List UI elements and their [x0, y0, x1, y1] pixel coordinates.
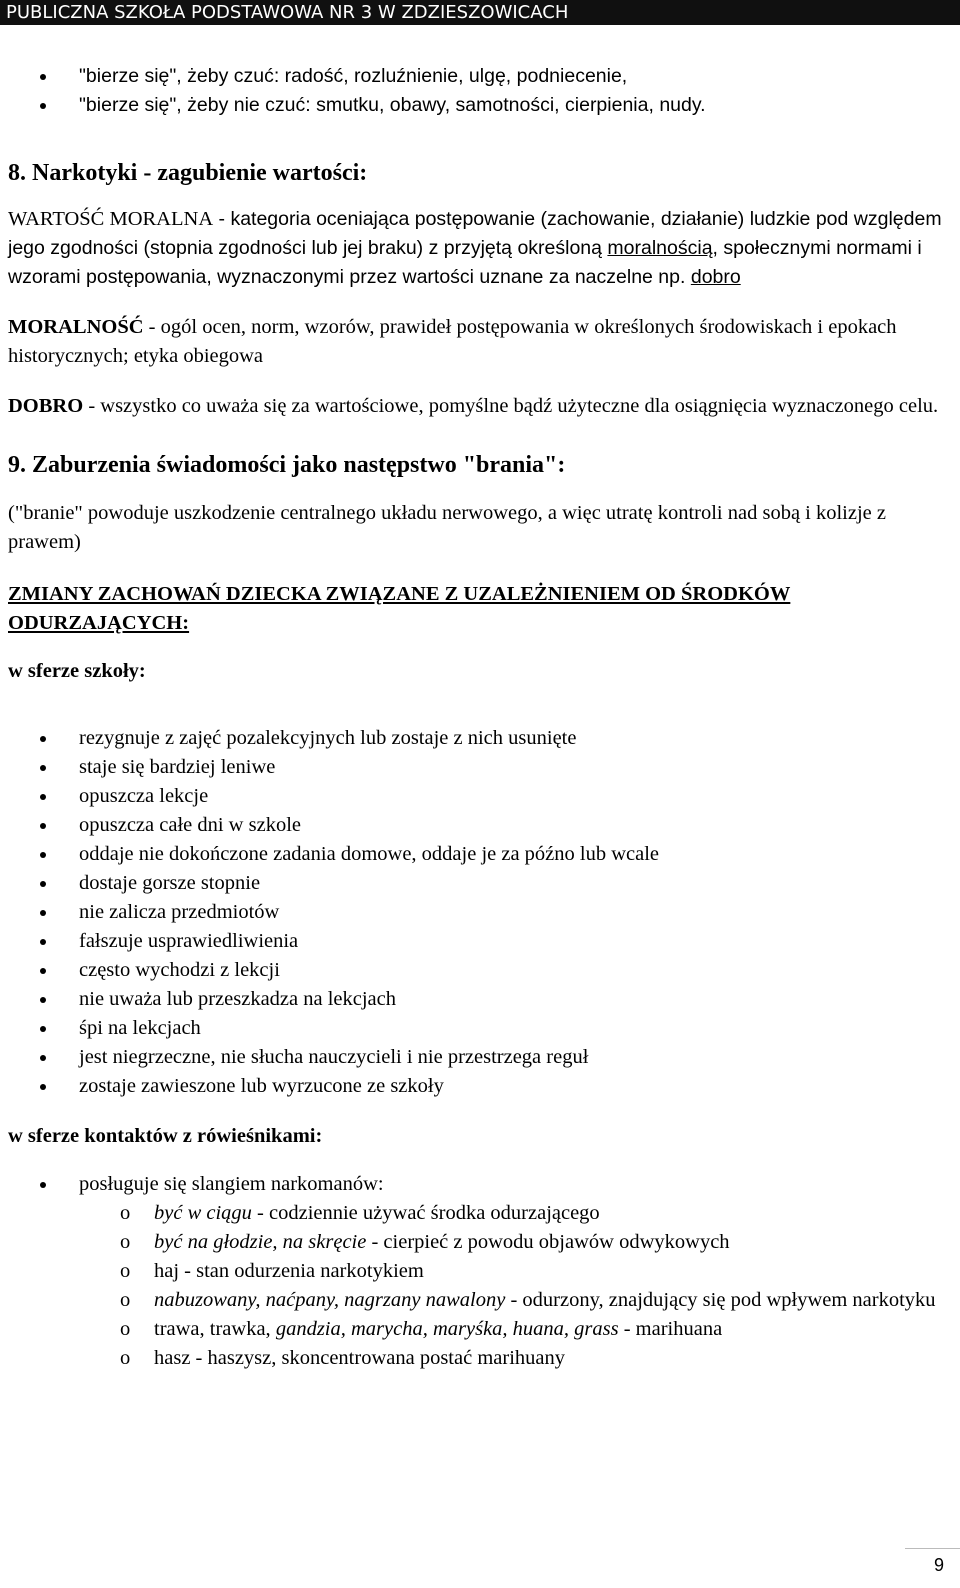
section-9-heading: 9. Zaburzenia świadomości jako następstwo "brania":	[8, 452, 566, 478]
list-item: śpi na lekcjach	[8, 1014, 953, 1043]
list-item: "bierze się", żeby nie czuć: smutku, obawy, samotności, cierpienia, nudy.	[8, 91, 953, 120]
szkola-list	[8, 724, 953, 1101]
document-header: PUBLICZNA SZKOŁA PODSTAWOWA NR 3 W ZDZIESZOWICACH	[0, 0, 960, 25]
branie-paragraph: ("branie" powoduje uszkodzenie centralnego układu nerwowego, a więc utratę kontroli nad sobą i kolizje z prawem)	[8, 502, 886, 553]
moralnosc-definition	[8, 313, 953, 371]
dobro-text: - wszystko co uważa się za wartościowe, pomyślne bądź użyteczne dla osiągnięcia wyznaczonego celu.	[83, 395, 939, 417]
moralnosc-link[interactable]: moralnością,	[607, 237, 718, 259]
slang-prefix: trawa, trawka,	[154, 1318, 276, 1340]
list-item: oddaje nie dokończone zadania domowe, oddaje je za późno lub wcale	[8, 840, 953, 869]
moralnosc-text: - ogól ocen, norm, wzorów, prawideł postępowania w określonych środowiskach i epokach historycznych; etyka obiegowa	[8, 316, 897, 367]
slang-definition: - cierpieć z powodu objawów odwykowych	[366, 1231, 730, 1253]
dobro-link[interactable]: dobro	[690, 266, 741, 288]
slang-definition: haj - stan odurzenia narkotykiem	[154, 1260, 424, 1282]
slang-item	[8, 1228, 953, 1257]
list-item: zostaje zawieszone lub wyrzucone ze szkoły	[8, 1072, 953, 1101]
slang-definition: - marihuana	[618, 1318, 723, 1340]
slang-item	[8, 1344, 953, 1373]
footer-rule	[905, 1548, 960, 1549]
rowiesnicy-heading: w sferze kontaktów z rówieśnikami:	[8, 1125, 323, 1147]
szkola-heading: w sferze szkoły:	[8, 660, 146, 682]
list-item: opuszcza lekcje	[8, 782, 953, 811]
slang-definition: hasz - haszysz, skoncentrowana postać marihuany	[154, 1347, 565, 1369]
list-item: fałszuje usprawiedliwienia	[8, 927, 953, 956]
zmiany-heading: ZMIANY ZACHOWAŃ DZIECKA ZWIĄZANE Z UZALEŻNIENIEM OD ŚRODKÓW ODURZAJĄCYCH:	[8, 583, 791, 634]
document-body	[8, 62, 953, 1373]
list-item: nie uważa lub przeszkadza na lekcjach	[8, 985, 953, 1014]
slang-term: gandzia, marycha, maryśka, huana, grass	[275, 1318, 619, 1340]
slang-item	[8, 1315, 953, 1344]
list-item: dostaje gorsze stopnie	[8, 869, 953, 898]
slang-definition: - odurzony, znajdujący się pod wpływem narkotyku	[505, 1289, 936, 1311]
list-item: posługuje się slangiem narkomanów:	[8, 1170, 953, 1199]
slang-list	[8, 1199, 953, 1373]
list-item: opuszcza całe dni w szkole	[8, 811, 953, 840]
wartosc-text-2: społecznymi normami i wzorami postępowania, wyznaczonymi przez wartości uznane za naczelne np.	[8, 237, 922, 288]
list-item: często wychodzi z lekcji	[8, 956, 953, 985]
dobro-definition	[8, 392, 953, 421]
section-8-heading: 8. Narkotyki - zagubienie wartości:	[8, 160, 368, 186]
slang-item	[8, 1199, 953, 1228]
page-number: 9	[933, 1555, 944, 1575]
slang-term: być w ciągu	[154, 1202, 252, 1224]
rowiesnicy-list	[8, 1170, 953, 1199]
intro-list	[8, 62, 953, 120]
wartosc-text: - kategoria oceniająca postępowanie (zachowanie, działanie) ludzkie pod względem jego zgodności (stopnia zgodności lub jej braku) z przyjętą określoną	[8, 208, 942, 259]
slang-term: nabuzowany, naćpany, nagrzany nawalony	[154, 1289, 506, 1311]
slang-term: być na głodzie, na skręcie	[154, 1231, 367, 1253]
slang-item	[8, 1257, 953, 1286]
slang-definition: - codziennie używać środka odurzającego	[251, 1202, 600, 1224]
moralnosc-term: MORALNOŚĆ	[8, 316, 144, 338]
list-item: "bierze się", żeby czuć: radość, rozluźnienie, ulgę, podniecenie,	[8, 62, 953, 91]
wartosc-term: WARTOŚĆ MORALNA	[8, 208, 214, 230]
list-item: rezygnuje z zajęć pozalekcyjnych lub zostaje z nich usunięte	[8, 724, 953, 753]
slang-item	[8, 1286, 953, 1315]
list-item: nie zalicza przedmiotów	[8, 898, 953, 927]
list-item: staje się bardziej leniwe	[8, 753, 953, 782]
wartosc-definition	[8, 205, 953, 292]
dobro-term: DOBRO	[8, 395, 84, 417]
list-item: jest niegrzeczne, nie słucha nauczycieli i nie przestrzega reguł	[8, 1043, 953, 1072]
